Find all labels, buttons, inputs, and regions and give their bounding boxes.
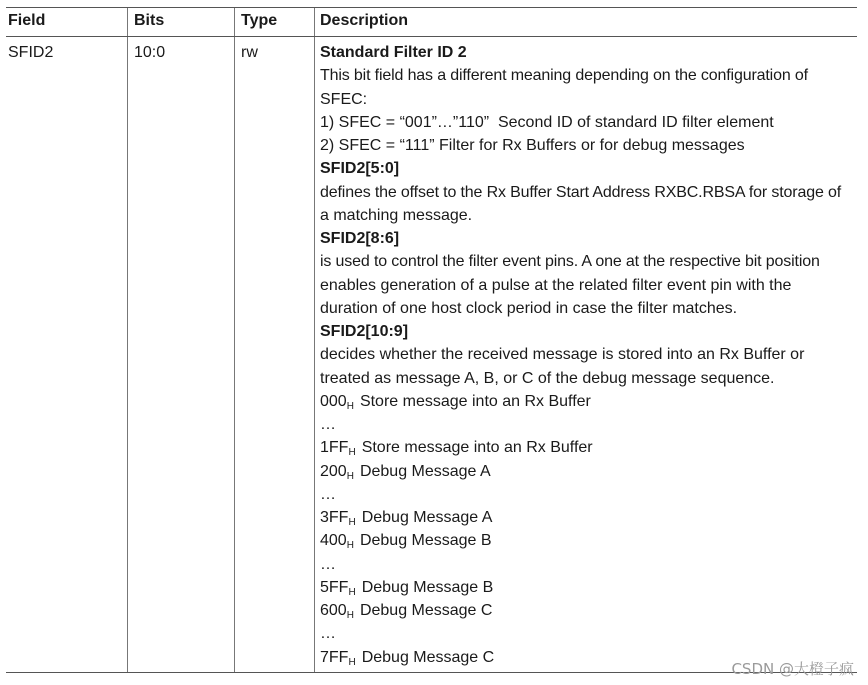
value-code: 1FF (320, 439, 349, 457)
value-text: Store message into an Rx Buffer (361, 439, 593, 457)
value-code: 600 (320, 602, 347, 619)
value-line (320, 460, 857, 483)
section-heading: SFID2[10:9] (320, 323, 409, 340)
description-intro-line: 1) SFEC = “001”…”110” Second ID of standard ID filter element (320, 113, 774, 131)
section-line: enables generation of a pulse at the related filter event pin with the (320, 276, 792, 294)
section-line: duration of one host clock period in case the filter matches. (320, 299, 738, 317)
cell-type: rw (235, 37, 315, 673)
section-line: defines the offset to the Rx Buffer Start Address RXBC.RBSA for storage of (320, 183, 842, 201)
value-text: Debug Message A (359, 462, 491, 480)
value-code: 7FF (320, 648, 349, 666)
value-code: 000 (320, 392, 347, 410)
value-line (320, 529, 857, 552)
ellipsis-line: … (320, 625, 336, 643)
value-line (320, 599, 857, 622)
register-table (6, 7, 857, 673)
description-intro-line: This bit field has a different meaning depending on the configuration of (320, 67, 808, 85)
section-line: treated as message A, B, or C of the debug message sequence. (320, 369, 775, 387)
ellipsis-line: … (320, 555, 336, 573)
value-code: 400 (320, 532, 347, 550)
cell-bits: 10:0 (128, 37, 235, 673)
value-text: Debug Message B (361, 578, 494, 596)
value-text: Debug Message B (359, 532, 492, 550)
section-line: is used to control the filter event pins. A one at the respective bit position (320, 253, 820, 271)
description-intro-line: 2) SFEC = “111” Filter for Rx Buffers or for debug messages (320, 137, 745, 154)
section-heading: SFID2[5:0] (320, 160, 400, 178)
hex-suffix: H (346, 470, 354, 482)
section-line: decides whether the received message is stored into an Rx Buffer or (320, 346, 805, 364)
header-description: Description (315, 8, 858, 37)
value-text: Debug Message C (361, 648, 495, 666)
description-title: Standard Filter ID 2 (320, 44, 467, 61)
watermark: CSDN @大橙子疯 (731, 660, 854, 678)
value-line (320, 506, 857, 529)
hex-suffix: H (348, 586, 356, 598)
header-type: Type (235, 8, 315, 37)
hex-suffix: H (346, 540, 354, 552)
hex-suffix: H (348, 447, 356, 459)
hex-suffix: H (346, 400, 354, 412)
header-bits: Bits (128, 8, 235, 37)
value-line (320, 576, 857, 599)
value-code: 5FF (320, 578, 349, 596)
cell-field: SFID2 (6, 37, 128, 673)
value-code: 3FF (320, 509, 349, 526)
value-line (320, 436, 857, 459)
value-text: Debug Message C (359, 602, 493, 619)
description-intro-line: SFEC: (320, 90, 368, 108)
table-row (6, 37, 857, 673)
section-line: a matching message. (320, 206, 473, 224)
value-text: Debug Message A (361, 509, 493, 526)
value-code: 200 (320, 462, 347, 480)
cell-description (315, 37, 858, 673)
section-heading: SFID2[8:6] (320, 230, 400, 247)
header-field: Field (6, 8, 128, 37)
hex-suffix: H (346, 610, 354, 621)
hex-suffix: H (348, 656, 356, 668)
hex-suffix: H (348, 517, 356, 528)
table-header-row (6, 8, 857, 37)
value-line (320, 390, 857, 413)
ellipsis-line: … (320, 416, 336, 433)
value-text: Store message into an Rx Buffer (359, 392, 591, 410)
ellipsis-line: … (320, 485, 336, 503)
